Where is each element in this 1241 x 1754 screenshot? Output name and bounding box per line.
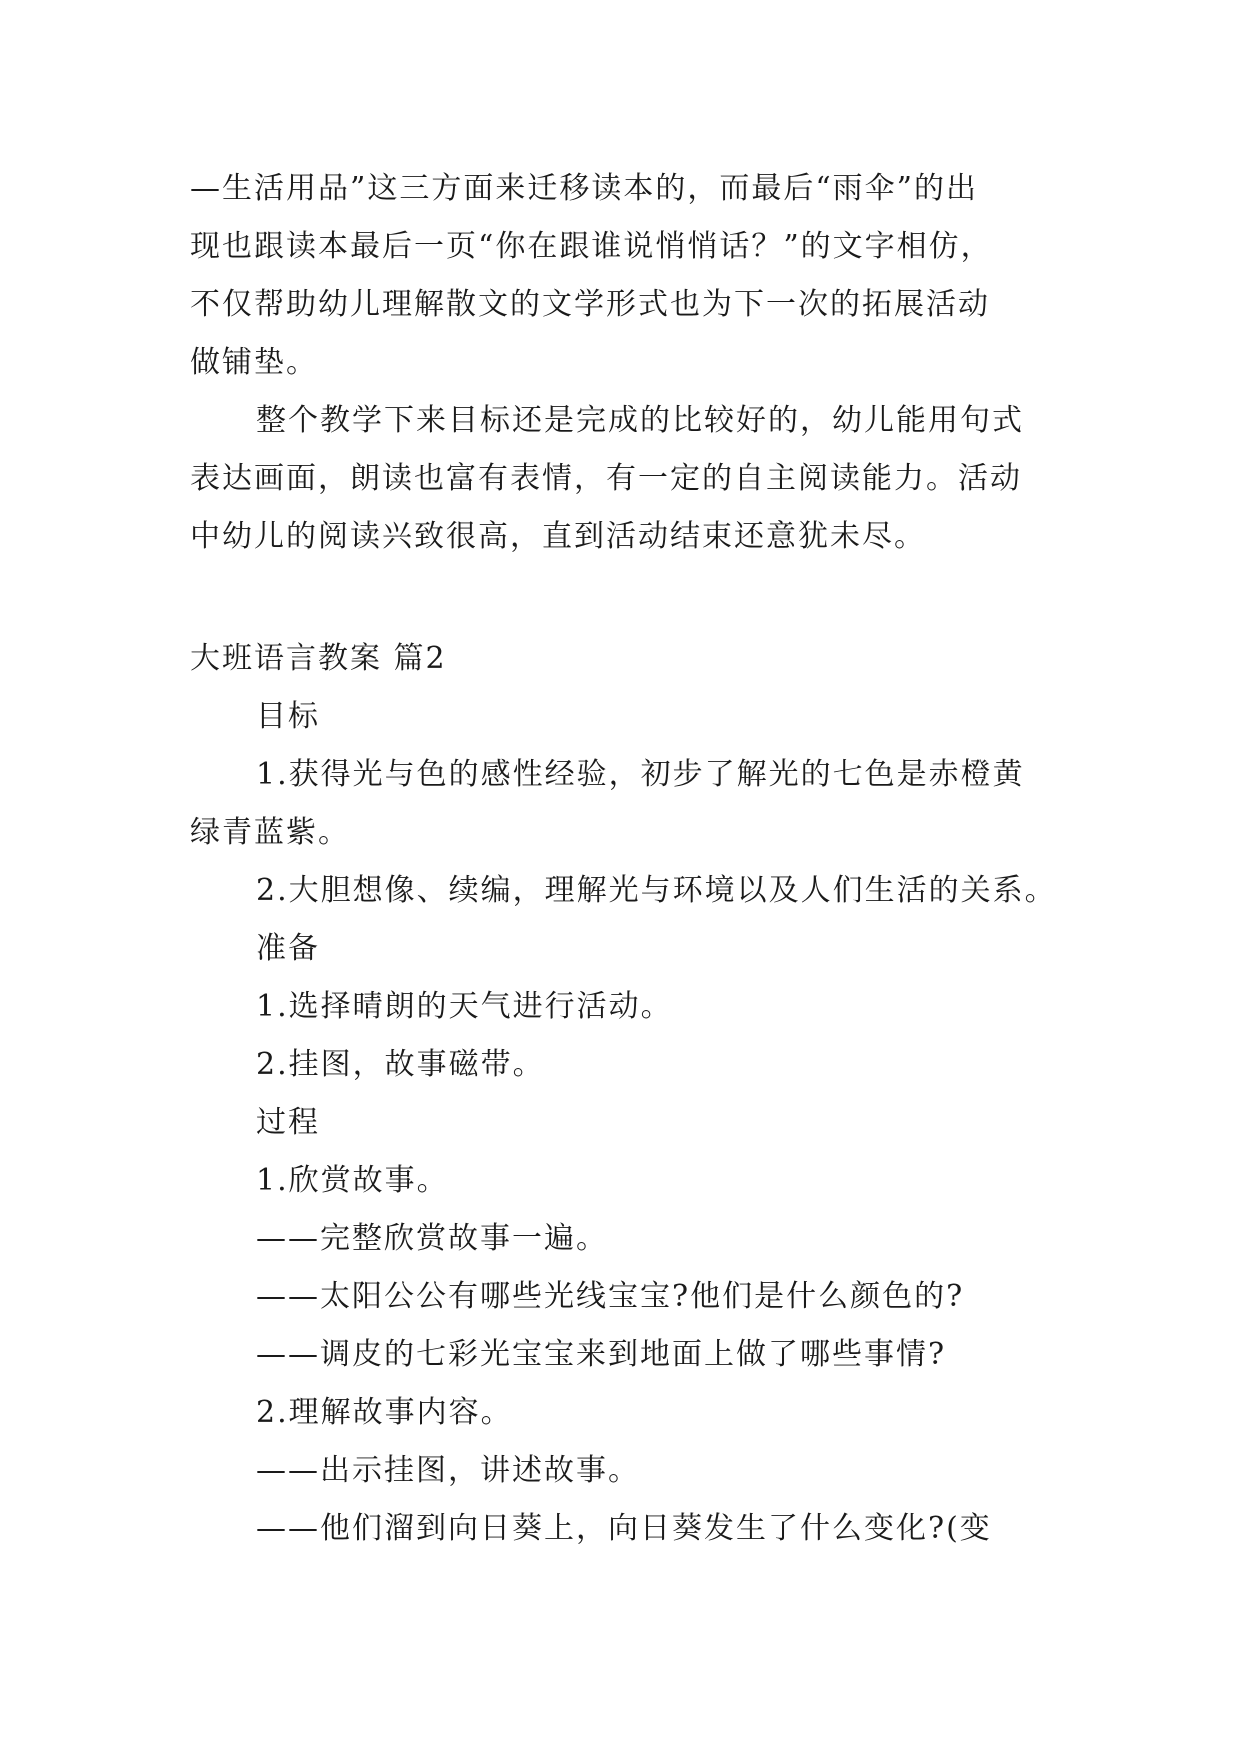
paragraph-line: —生活用品”这三方面来迁移读本的，而最后“雨伞”的出 [190, 171, 979, 206]
process-step-1: 1.欣赏故事。 [256, 1163, 449, 1198]
process-step-1-a: ——完整欣赏故事一遍。 [256, 1221, 608, 1256]
goal-item-1-cont: 绿青蓝紫。 [190, 815, 350, 850]
process-step-1-c: ——调皮的七彩光宝宝来到地面上做了哪些事情? [256, 1337, 947, 1372]
paragraph-line: 做铺垫。 [190, 345, 318, 380]
process-heading: 过程 [256, 1105, 320, 1140]
process-step-2: 2.理解故事内容。 [256, 1395, 513, 1430]
paragraph-line: 整个教学下来目标还是完成的比较好的，幼儿能用句式 [256, 403, 1024, 438]
process-step-2-b: ——他们溜到向日葵上，向日葵发生了什么变化?(变 [256, 1511, 992, 1546]
paragraph-line: 不仅帮助幼儿理解散文的文学形式也为下一次的拓展活动 [190, 287, 990, 322]
section-gap [190, 566, 1070, 630]
paragraph-line: 现也跟读本最后一页“你在跟谁说悄悄话？”的文字相仿， [190, 229, 993, 264]
process-step-1-b: ——太阳公公有哪些光线宝宝?他们是什么颜色的? [256, 1279, 965, 1314]
section-title: 大班语言教案 篇2 [190, 641, 447, 676]
goal-item-1: 1.获得光与色的感性经验，初步了解光的七色是赤橙黄 [256, 757, 1025, 792]
process-step-2-a: ——出示挂图，讲述故事。 [256, 1453, 640, 1488]
goal-heading: 目标 [256, 699, 320, 734]
prep-item-1: 1.选择晴朗的天气进行活动。 [256, 989, 673, 1024]
paragraph-line: 中幼儿的阅读兴致很高，直到活动结束还意犹未尽。 [190, 519, 926, 554]
prep-item-2: 2.挂图，故事磁带。 [256, 1047, 545, 1082]
prep-heading: 准备 [256, 931, 320, 966]
document-page [190, 160, 1070, 1558]
goal-item-2: 2.大胆想像、续编，理解光与环境以及人们生活的关系。 [256, 873, 1057, 908]
paragraph-line: 表达画面，朗读也富有表情，有一定的自主阅读能力。活动 [190, 461, 1022, 496]
